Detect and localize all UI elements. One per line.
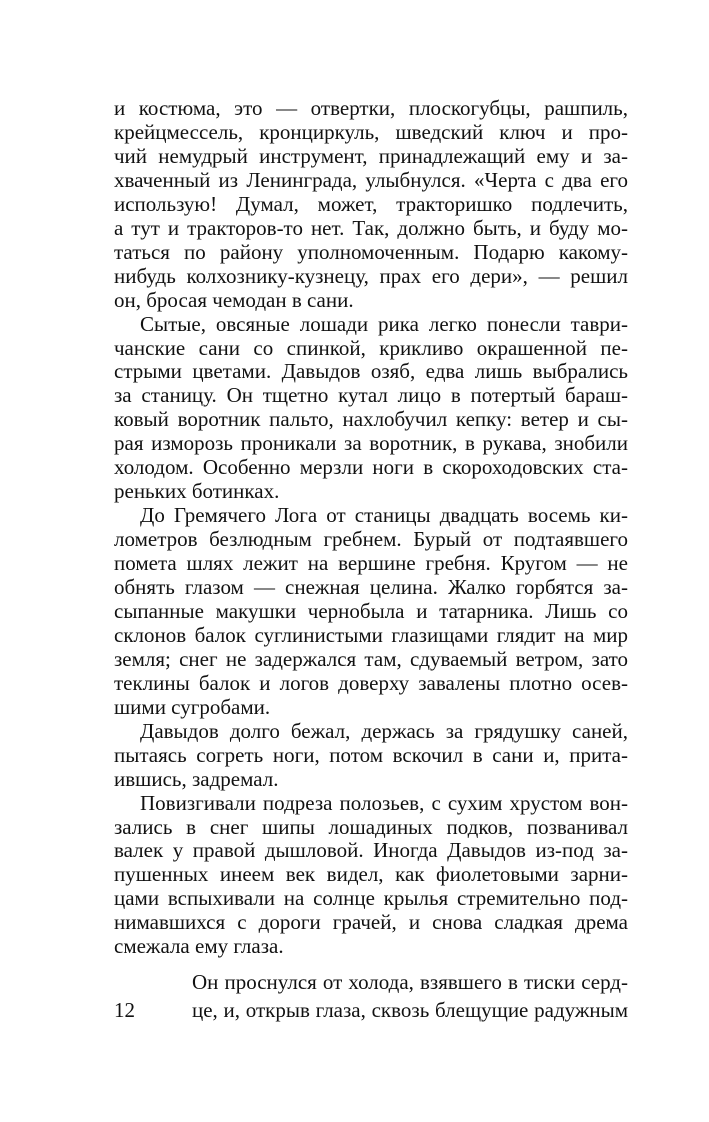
text-line: сыпанные макушки чернобыла и татарника. Лишь со (114, 599, 628, 623)
text-line: склонов балок суглинистыми глазищами глядит на мир (114, 622, 628, 647)
text-line: валек у правой дышловой. Иногда Давыдов из-под за- (114, 838, 628, 863)
text-line: теклины балок и логов доверху завалены плотно осев- (114, 670, 628, 695)
text-line: реньких ботинках. (114, 479, 280, 504)
text-line: крейцмессель, кронциркуль, шведский ключ и про- (114, 120, 628, 144)
paragraph-first-line: Сытые, овсяные лошади рика легко понесли таври- (140, 311, 628, 336)
text-line: он, бросая чемодан в сани. (114, 287, 354, 312)
text-line: а тут и тракторов-то нет. Так, должно быть, и буду мо- (114, 215, 628, 240)
paragraph-first-line: До Гремячего Лога от станицы двадцать восемь ки- (140, 503, 628, 528)
page-number: 12 (114, 998, 135, 1022)
text-line: стрыми цветами. Давыдов озяб, едва лишь выбрались (114, 359, 628, 384)
text-line: таться по району уполномоченным. Подарю какому- (114, 239, 628, 264)
text-line: использую! Думал, может, тракторишко подлечить, (114, 191, 628, 216)
text-line: ившись, задремал. (114, 766, 279, 791)
text-line: це, и, открыв глаза, сквозь блещущие радужным (192, 998, 628, 1022)
text-line: ковый воротник пальто, нахлобучил кепку: ветер и сы- (114, 407, 628, 432)
text-line: чанские сани со спинкой, крикливо окрашенной пе- (114, 335, 628, 360)
text-line: хваченный из Ленинграда, улыбнулся. «Черта с два его (114, 167, 628, 192)
paragraph-first-line: Давыдов долго бежал, держась за грядушку саней, (140, 718, 628, 743)
text-line: пытаясь согреть ноги, потом вскочил в сани и, прита- (114, 742, 628, 767)
text-line: пушенных инеем век видел, как фиолетовыми зарни- (114, 862, 628, 887)
text-line: шими сугробами. (114, 694, 271, 719)
text-line: зались в снег шипы лошадиных подков, позванивал (114, 814, 628, 839)
text-line: цами вспыхивали на солнце крылья стремительно под- (114, 886, 628, 911)
text-line: холодом. Особенно мерзли ноги в скороходовских ста- (114, 455, 628, 480)
paragraph-first-line: Он проснулся от холода, взявшего в тиски серд- (192, 970, 628, 994)
text-line: и костюма, это — отвертки, плоскогубцы, рашпиль, (114, 96, 628, 120)
text-line: помета шлях лежит на вершине гребня. Кругом — не (114, 551, 628, 575)
text-line: нибудь колхознику-кузнецу, прах его дери», — решил (114, 263, 628, 288)
text-line: чий немудрый инструмент, принадлежащий ему и за- (114, 143, 628, 168)
text-line: обнять глазом — снежная целина. Жалко горбятся за- (114, 575, 628, 599)
text-line: смежала ему глаза. (114, 934, 284, 959)
text-line: земля; снег не задержался там, сдуваемый ветром, зато (114, 646, 628, 671)
text-line: нимавшихся с дороги грачей, и снова сладкая дрема (114, 910, 628, 935)
text-line: рая изморозь проникали за воротник, в рукава, знобили (114, 431, 628, 456)
paragraph-first-line: Повизгивали подреза полозьев, с сухим хрустом вон- (140, 790, 628, 815)
text-line: лометров безлюдным гребнем. Бурый от подтаявшего (114, 527, 628, 552)
text-line: за станицу. Он тщетно кутал лицо в потертый бараш- (114, 383, 628, 408)
